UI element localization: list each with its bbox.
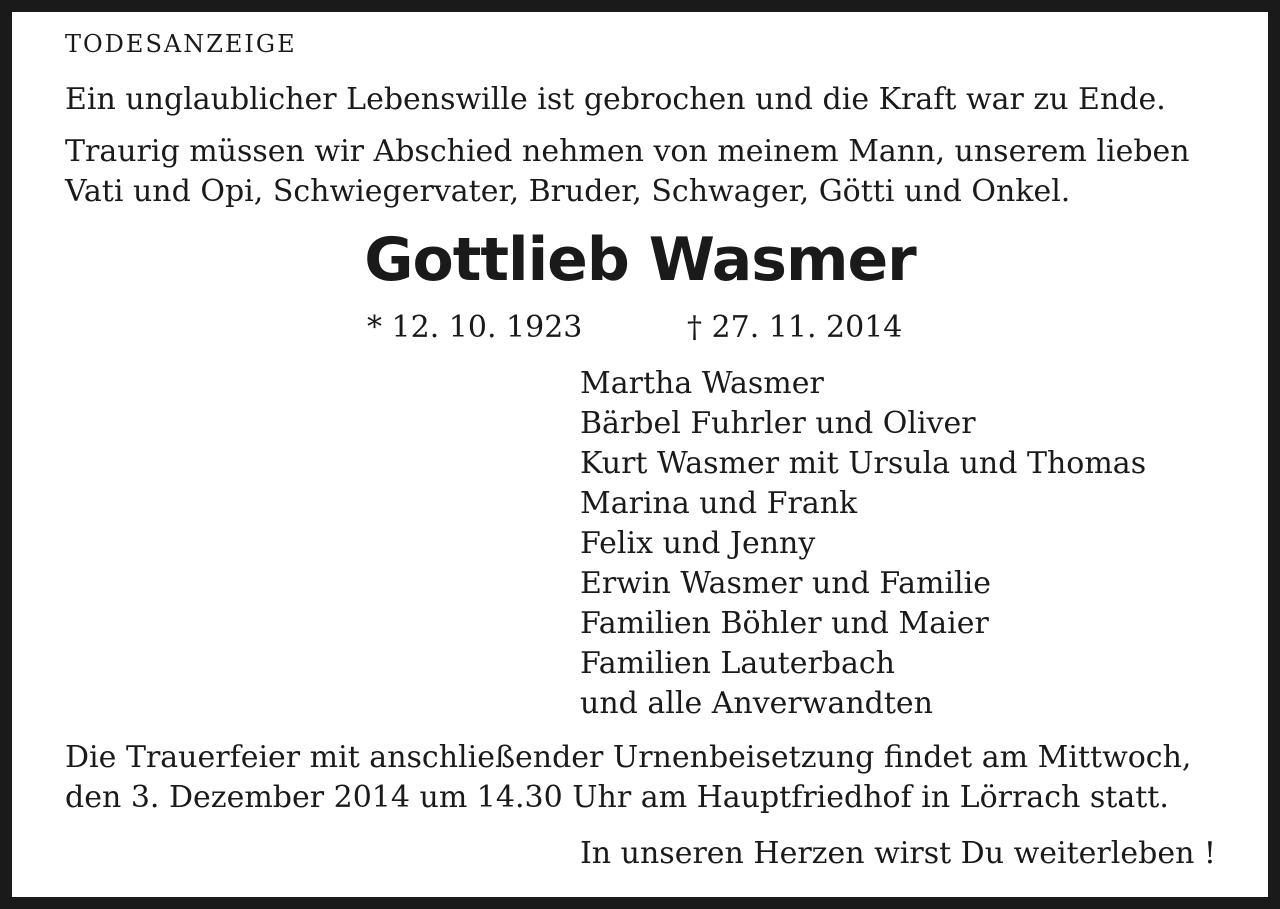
- mourner-entry: Marina und Frank: [580, 486, 858, 521]
- farewell-line: Vati und Opi, Schwiegervater, Bruder, Schwager, Götti und Onkel.: [65, 174, 1071, 209]
- farewell-line: Traurig müssen wir Abschied nehmen von meinem Mann, unserem lieben: [65, 134, 1190, 169]
- mourner-entry: Bärbel Fuhrler und Oliver: [580, 406, 976, 441]
- mourner-entry: Kurt Wasmer mit Ursula und Thomas: [580, 446, 1147, 481]
- mourner-entry: und alle Anverwandten: [580, 686, 933, 721]
- notice-type-label: TODESANZEIGE: [65, 30, 297, 58]
- birth-date: * 12. 10. 1923: [367, 310, 583, 345]
- closing-line: In unseren Herzen wirst Du weiterleben !: [579, 836, 1216, 871]
- farewell-paragraph: [65, 132, 1190, 212]
- mourner-entry: Familien Böhler und Maier: [580, 606, 989, 641]
- ceremony-paragraph: [65, 738, 1191, 818]
- mourner-entry: Familien Lauterbach: [580, 646, 895, 681]
- mourner-entry: Felix und Jenny: [580, 526, 816, 561]
- ceremony-line: den 3. Dezember 2014 um 14.30 Uhr am Hauptfriedhof in Lörrach statt.: [65, 780, 1169, 815]
- deceased-name: Gottlieb Wasmer: [364, 225, 916, 295]
- mourners-list: [580, 364, 1146, 724]
- intro-text: Ein unglaublicher Lebenswille ist gebrochen und die Kraft war zu Ende.: [65, 82, 1166, 117]
- obituary-notice: [12, 12, 1268, 897]
- mourner-entry: Erwin Wasmer und Familie: [580, 566, 991, 601]
- death-date: † 27. 11. 2014: [687, 310, 903, 345]
- ceremony-line: Die Trauerfeier mit anschließender Urnenbeisetzung findet am Mittwoch,: [65, 740, 1192, 775]
- mourner-entry: Martha Wasmer: [580, 366, 824, 401]
